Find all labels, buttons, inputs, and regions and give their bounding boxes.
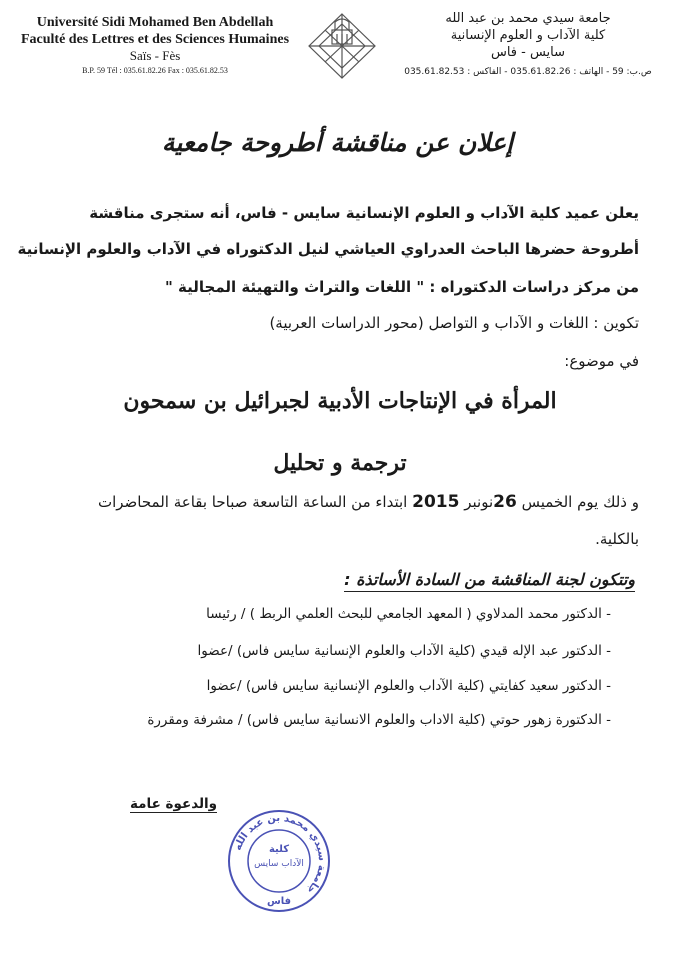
- date-prefix: و ذلك يوم الخميس: [521, 493, 639, 511]
- header-arabic: [403, 10, 653, 79]
- committee-title-text: وتتكون لجنة المناقشة من السادة الأساتذة :: [344, 570, 635, 592]
- date-suffix: ابتداء من الساعة التاسعة صباحا بقاعة المحاضرات: [97, 493, 408, 511]
- stamp-outer-text: جامعة سيدي محمد بن عبد الله: [232, 812, 328, 896]
- thesis-subject: المرأة في الإنتاجات الأدبية لجبرائيل بن سمحون: [123, 388, 557, 414]
- stamp-inner-line1: كلية: [268, 844, 290, 855]
- body-line-4: تكوين : اللغات و الآداب و التواصل (محور الدراسات العربية): [269, 314, 639, 332]
- city-fr: Saïs - Fès: [129, 48, 181, 63]
- invitation-label: والدعوة عامة: [130, 796, 218, 812]
- committee-member: - الدكتور عبد الإله قيدي (كلية الآداب والعلوم الإنسانية سايس فاس) /عضوا: [197, 643, 611, 659]
- date-month: نونبر: [464, 493, 494, 511]
- faculty-stamp-icon: [226, 808, 332, 914]
- committee-title: [115, 570, 635, 589]
- committee-member: - الدكتورة زهور حوتي (كلية الاداب والعلوم الانسانية سايس فاس) / مشرفة ومقررة: [147, 712, 611, 728]
- body-line-5: في موضوع:: [564, 352, 639, 370]
- stamp-inner-line2: الآداب سايس: [254, 859, 304, 869]
- date-day: 26: [493, 492, 517, 512]
- date-line-2: بالكلية.: [595, 530, 639, 548]
- city-ar: سايس - فاس: [490, 45, 566, 60]
- university-name-ar: جامعة سيدي محمد بن عبد الله: [445, 11, 611, 26]
- header-french: [20, 14, 290, 78]
- stamp-inner-line3: فاس: [266, 896, 292, 907]
- committee-member: - الدكتور سعيد كفايتي (كلية الآداب والعلوم الإنسانية سايس فاس) /عضوا: [206, 678, 611, 694]
- faculty-name-ar: كلية الآداب و العلوم الإنسانية: [450, 28, 606, 43]
- thesis-subtitle: ترجمة و تحليل: [273, 450, 407, 476]
- body-line-3: من مركز دراسات الدكتوراه : " اللغات والتراث والتهيئة المجالية ": [165, 278, 639, 296]
- date-year: 2015: [412, 492, 460, 512]
- university-logo-icon: [305, 10, 379, 82]
- announcement-title: إعلان عن مناقشة أطروحة جامعية: [161, 128, 514, 157]
- body-line-2: أطروحة حضرها الباحث العدراوي العياشي لنيل الدكتوراه في الآداب والعلوم الإنسانية: [17, 240, 639, 258]
- university-name-fr: Université Sidi Mohamed Ben Abdellah: [36, 15, 274, 30]
- body-line-1: يعلن عميد كلية الآداب و العلوم الإنسانية سايس - فاس، أنه ستجرى مناقشة: [89, 204, 639, 222]
- contact-ar: ص.ب: 59 - الهاتف : 035.61.82.26 - الفاكس : 035.61.82.53: [404, 67, 652, 77]
- committee-member: - الدكتور محمد المدلاوي ( المعهد الجامعي للبحث العلمي الربط ) / رئيسا: [206, 606, 611, 622]
- contact-fr: B.P. 59 Tél : 035.61.82.26 Fax : 035.61.82.53: [82, 66, 228, 75]
- date-line: [29, 492, 639, 512]
- faculty-name-fr: Faculté des Lettres et des Sciences Humaines: [20, 32, 290, 47]
